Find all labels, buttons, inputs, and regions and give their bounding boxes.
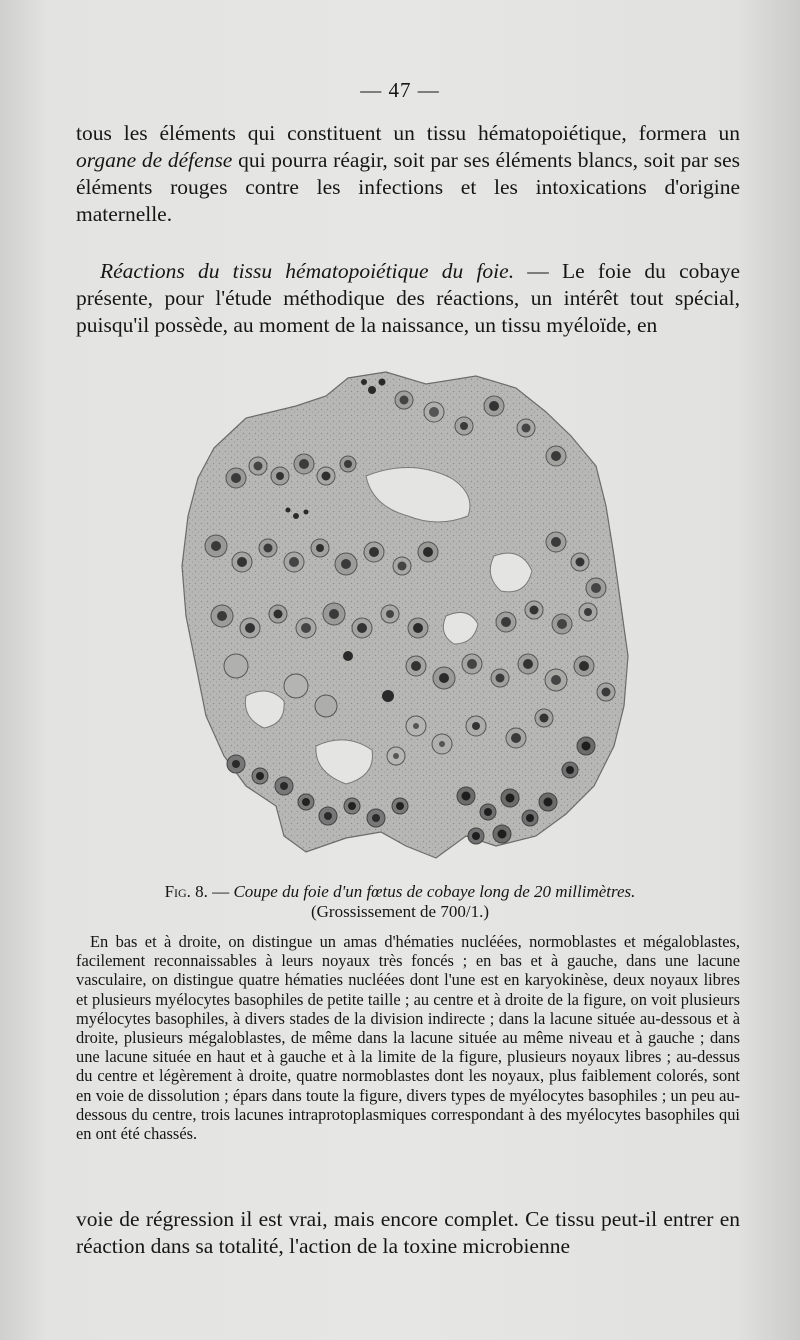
figure-legend: En bas et à droite, on distingue un amas d'hématies nucléées, normoblastes et mégaloblastes, facilement reconnaissables à leurs noyaux très foncés ; en bas et à gauche, dans une lacune vasculaire, on distingue quatre hématies nucléées dont l'une est en karyokinèse, deux noyaux libres et plusieurs myélocytes basophiles de petite taille ; au centre et à droite de la figure, on voit plusieurs myélocytes basophiles, à divers stades de la division indirecte ; dans la lacune située au-dessous et à droite, plusieurs mégaloblastes, de même dans la lacune située au même niveau et à gauche ; dans une lacune située en haut et à gauche et à la limite de la figure, plusieurs noyaux libres ; au-dessus du centre et légèrement à droite, quatre normoblastes dont les noyaux, plus faiblement colorés, sont en voie de dissolution ; épars dans toute la figure, divers types de myélocytes basophiles ; un peu au-dessous du centre, trois lacunes intraprotoplasmiques correspondant à des myélocytes basophiles qui en ont été chassés. xyxy=(76,932,740,1144)
figure-label: Fig. 8. — xyxy=(164,882,230,901)
paragraph-1-text-a: tous les éléments qui constituent un tissu hématopoiétique, formera un xyxy=(76,121,740,145)
figure-caption xyxy=(0,882,800,902)
paragraph-1 xyxy=(76,120,740,228)
paragraph-3: voie de régression il est vrai, mais encore complet. Ce tissu peut-il entrer en réaction dans sa totalité, l'action de la toxine microbienne xyxy=(76,1207,740,1258)
liver-section-illustration xyxy=(176,366,636,868)
liver-section-drawing xyxy=(176,366,636,868)
paragraph-1-text-b: qui pourra réagir, soit par ses éléments blancs, soit par ses éléments rouges contre les infections et les intoxications d'origine maternelle. xyxy=(76,148,741,226)
figure-magnification: (Grossissement de 700/1.) xyxy=(310,902,489,921)
paragraph-2-text: — Le foie du cobaye présente, pour l'étude méthodique des réactions, un intérêt tout spécial, puisqu'il possède, au moment de la naissance, un tissu myéloïde, en xyxy=(76,259,740,337)
section-heading: Réactions du tissu hématopoiétique du foie. xyxy=(100,259,515,283)
page-number: — 47 — xyxy=(360,78,440,102)
figure-title: Coupe du foie d'un fœtus de cobaye long de 20 millimètres. xyxy=(233,882,636,901)
paragraph-1-emphasis: organe de défense xyxy=(76,148,233,172)
paragraph-2 xyxy=(76,258,740,339)
